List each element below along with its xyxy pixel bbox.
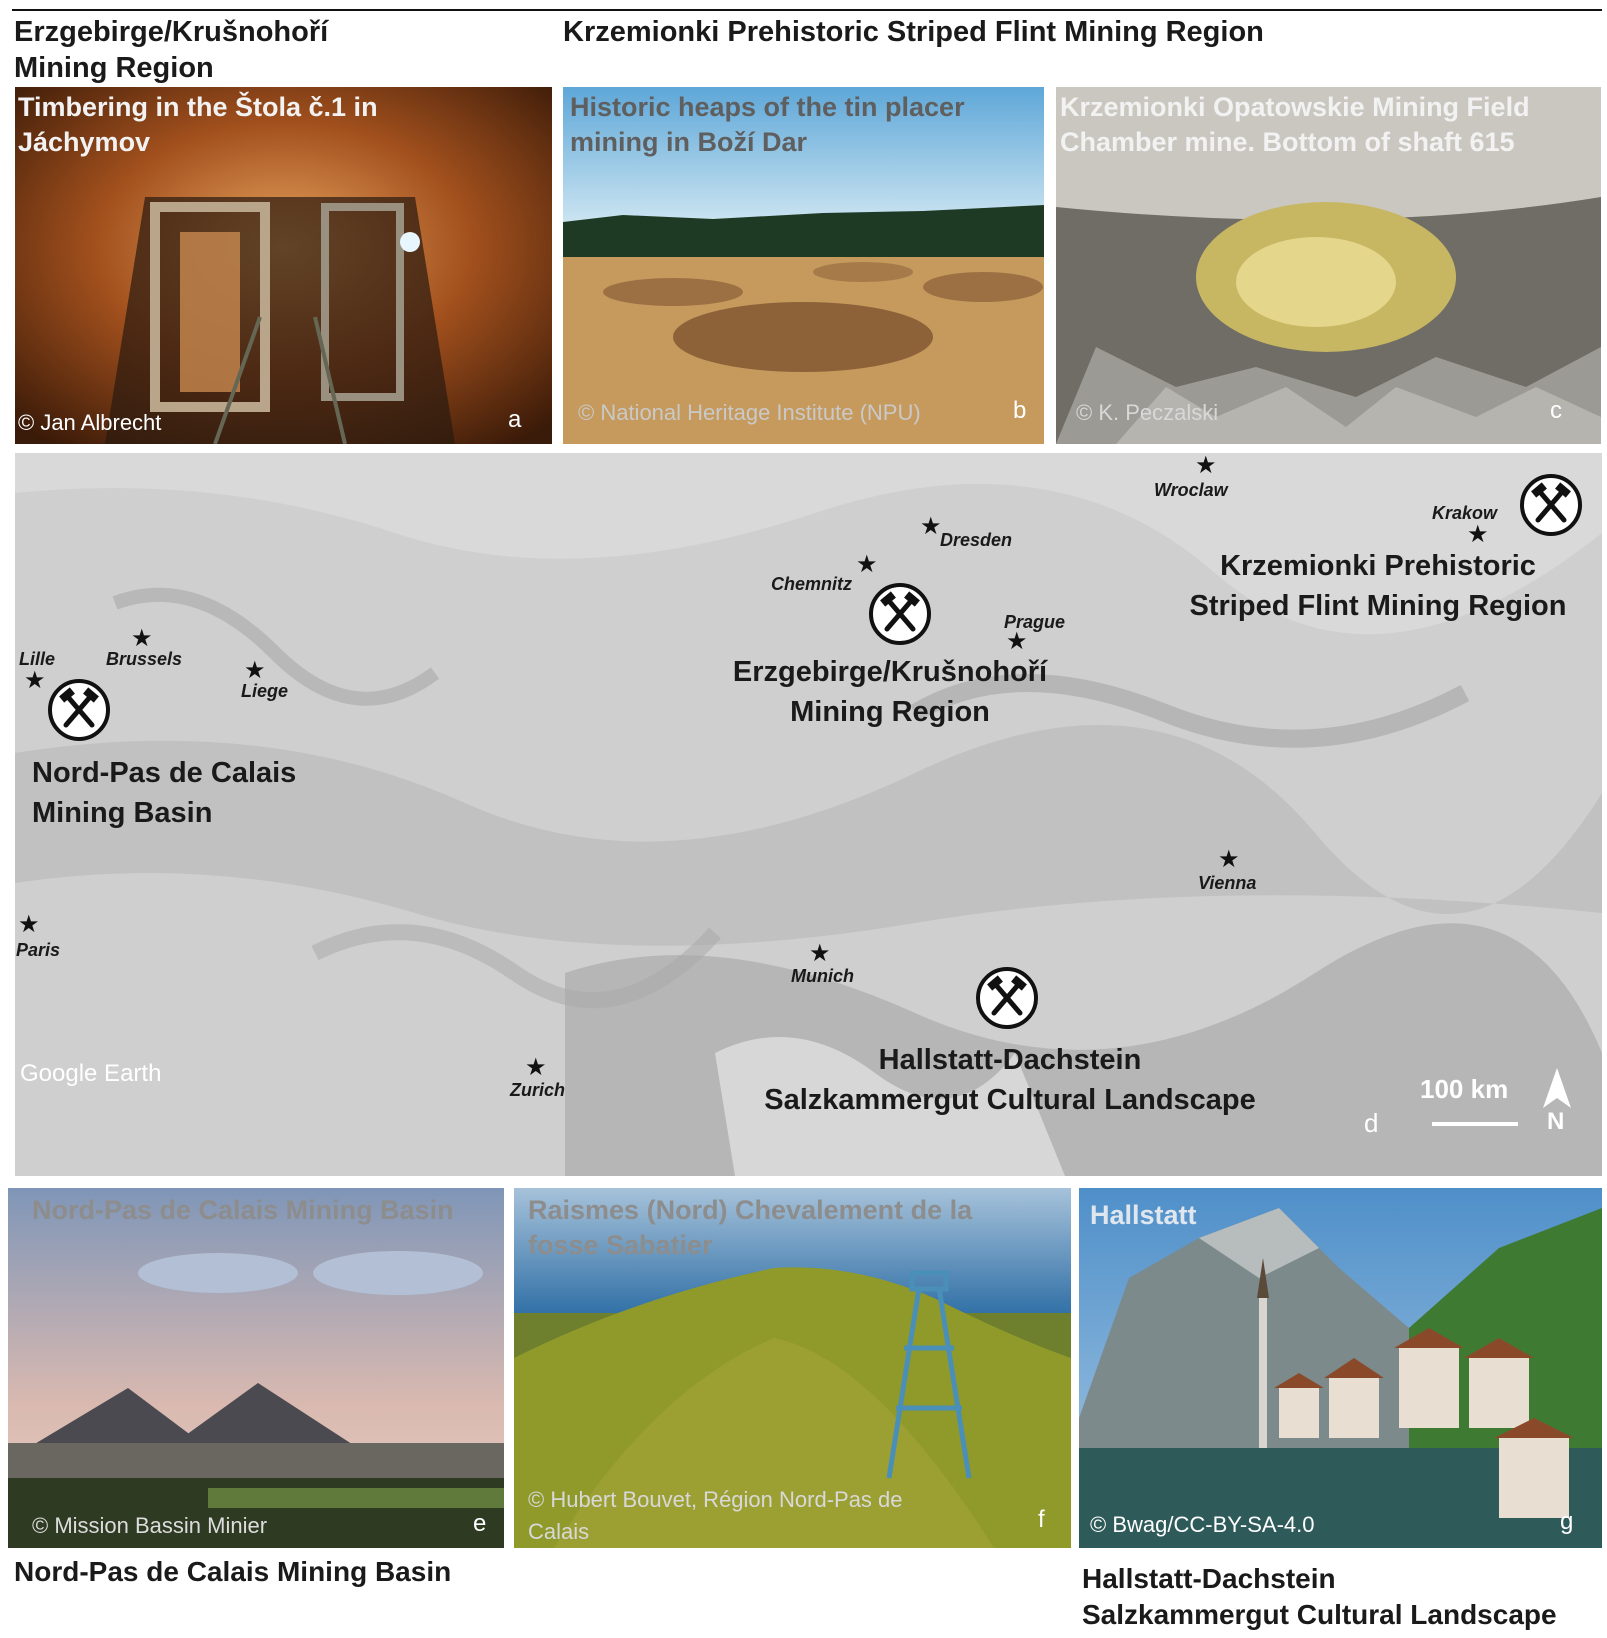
bottom-label-hallstatt: Hallstatt-Dachstein Salzkammergut Cultural Landscape bbox=[1082, 1563, 1557, 1630]
map-watermark: Google Earth bbox=[20, 1060, 162, 1087]
city-marker-paris: ★ bbox=[18, 911, 40, 938]
map-label-krzemionki: Krzemionki Prehistoric Striped Flint Mining Region bbox=[1189, 550, 1567, 622]
city-label-wroclaw: Wroclaw bbox=[1154, 480, 1228, 500]
map-label-erzgebirge: Erzgebirge/Krušnohoří Mining Region bbox=[732, 656, 1048, 728]
city-marker-zurich: ★ bbox=[525, 1054, 547, 1081]
mining-site-symbol-hallstatt bbox=[974, 965, 1040, 1031]
photo-e-credit: © Mission Bassin Minier bbox=[32, 1513, 268, 1538]
city-marker-krakow: ★ bbox=[1467, 521, 1489, 548]
city-label-lille: Lille bbox=[19, 649, 56, 669]
map-scale-bar bbox=[1432, 1122, 1518, 1126]
city-label-brussels: Brussels bbox=[106, 649, 183, 669]
top-rule bbox=[12, 9, 1602, 11]
photo-a-caption: Timbering in the Štola č.1 in Jáchymov bbox=[18, 92, 378, 157]
city-label-zurich: Zurich bbox=[510, 1080, 566, 1100]
map-scale-label: 100 km bbox=[1420, 1074, 1509, 1104]
north-label: N bbox=[1547, 1108, 1565, 1135]
photo-b-letter: b bbox=[1013, 397, 1027, 424]
city-label-vienna: Vienna bbox=[1198, 873, 1257, 893]
city-marker-vienna: ★ bbox=[1218, 846, 1240, 873]
map-label-nord-pas-de-calais: Nord-Pas de Calais Mining Basin bbox=[32, 757, 297, 829]
photo-e-caption: Nord-Pas de Calais Mining Basin bbox=[32, 1195, 454, 1225]
bottom-label-nord-pas-de-calais: Nord-Pas de Calais Mining Basin bbox=[14, 1556, 452, 1587]
city-label-liege: Liege bbox=[241, 681, 289, 701]
city-label-dresden: Dresden bbox=[940, 530, 1013, 550]
photo-f-credit: © Hubert Bouvet, Région Nord-Pas de Calais bbox=[528, 1487, 903, 1544]
photo-g-hallstatt bbox=[1079, 1188, 1602, 1548]
heading-krzemionki: Krzemionki Prehistoric Striped Flint Mining Region bbox=[563, 16, 1264, 48]
city-label-chemnitz: Chemnitz bbox=[771, 574, 852, 594]
heading-erzgebirge: Erzgebirge/Krušnohoří Mining Region bbox=[14, 16, 329, 84]
city-marker-dresden: ★ bbox=[920, 513, 942, 540]
city-marker-brussels: ★ bbox=[131, 625, 153, 652]
city-marker-munich: ★ bbox=[809, 940, 831, 967]
photo-c-caption: Krzemionki Opatowskie Mining Field Chamber mine. Bottom of shaft 615 bbox=[1060, 92, 1530, 157]
city-marker-lille: ★ bbox=[24, 667, 46, 694]
photo-e-letter: e bbox=[473, 1510, 487, 1537]
photo-c-credit: © K. Peczalski bbox=[1076, 400, 1219, 425]
city-marker-wroclaw: ★ bbox=[1195, 452, 1217, 479]
photo-g-credit: © Bwag/CC-BY-SA-4.0 bbox=[1090, 1512, 1315, 1537]
photo-g-letter: g bbox=[1560, 1508, 1574, 1535]
north-arrow-icon bbox=[1543, 1068, 1571, 1108]
photo-b-caption: Historic heaps of the tin placer mining in Boží Dar bbox=[570, 92, 965, 157]
mining-site-symbol-krzemionki bbox=[1518, 472, 1584, 538]
photo-c-letter: c bbox=[1550, 397, 1562, 424]
city-marker-liege: ★ bbox=[244, 657, 266, 684]
photo-b-credit: © National Heritage Institute (NPU) bbox=[578, 400, 921, 425]
city-label-krakow: Krakow bbox=[1432, 503, 1498, 523]
city-marker-chemnitz: ★ bbox=[856, 551, 878, 578]
photo-g-caption: Hallstatt bbox=[1090, 1200, 1197, 1230]
photo-f-letter: f bbox=[1038, 1506, 1045, 1533]
map-letter: d bbox=[1364, 1108, 1379, 1138]
photo-a-letter: a bbox=[508, 406, 522, 433]
city-label-prague: Prague bbox=[1004, 612, 1066, 632]
photo-a-credit: © Jan Albrecht bbox=[18, 410, 162, 435]
mining-site-symbol-erzgebirge bbox=[867, 581, 933, 647]
photo-e-terrils bbox=[8, 1188, 504, 1548]
city-label-munich: Munich bbox=[791, 966, 854, 986]
mining-site-symbol-nord-pas-de-calais bbox=[46, 677, 112, 743]
city-label-paris: Paris bbox=[16, 940, 61, 960]
photo-f-caption: Raismes (Nord) Chevalement de la fosse Sabatier bbox=[528, 1195, 973, 1260]
map-label-hallstatt: Hallstatt-Dachstein Salzkammergut Cultural Landscape bbox=[764, 1044, 1256, 1116]
city-marker-prague: ★ bbox=[1006, 628, 1028, 655]
